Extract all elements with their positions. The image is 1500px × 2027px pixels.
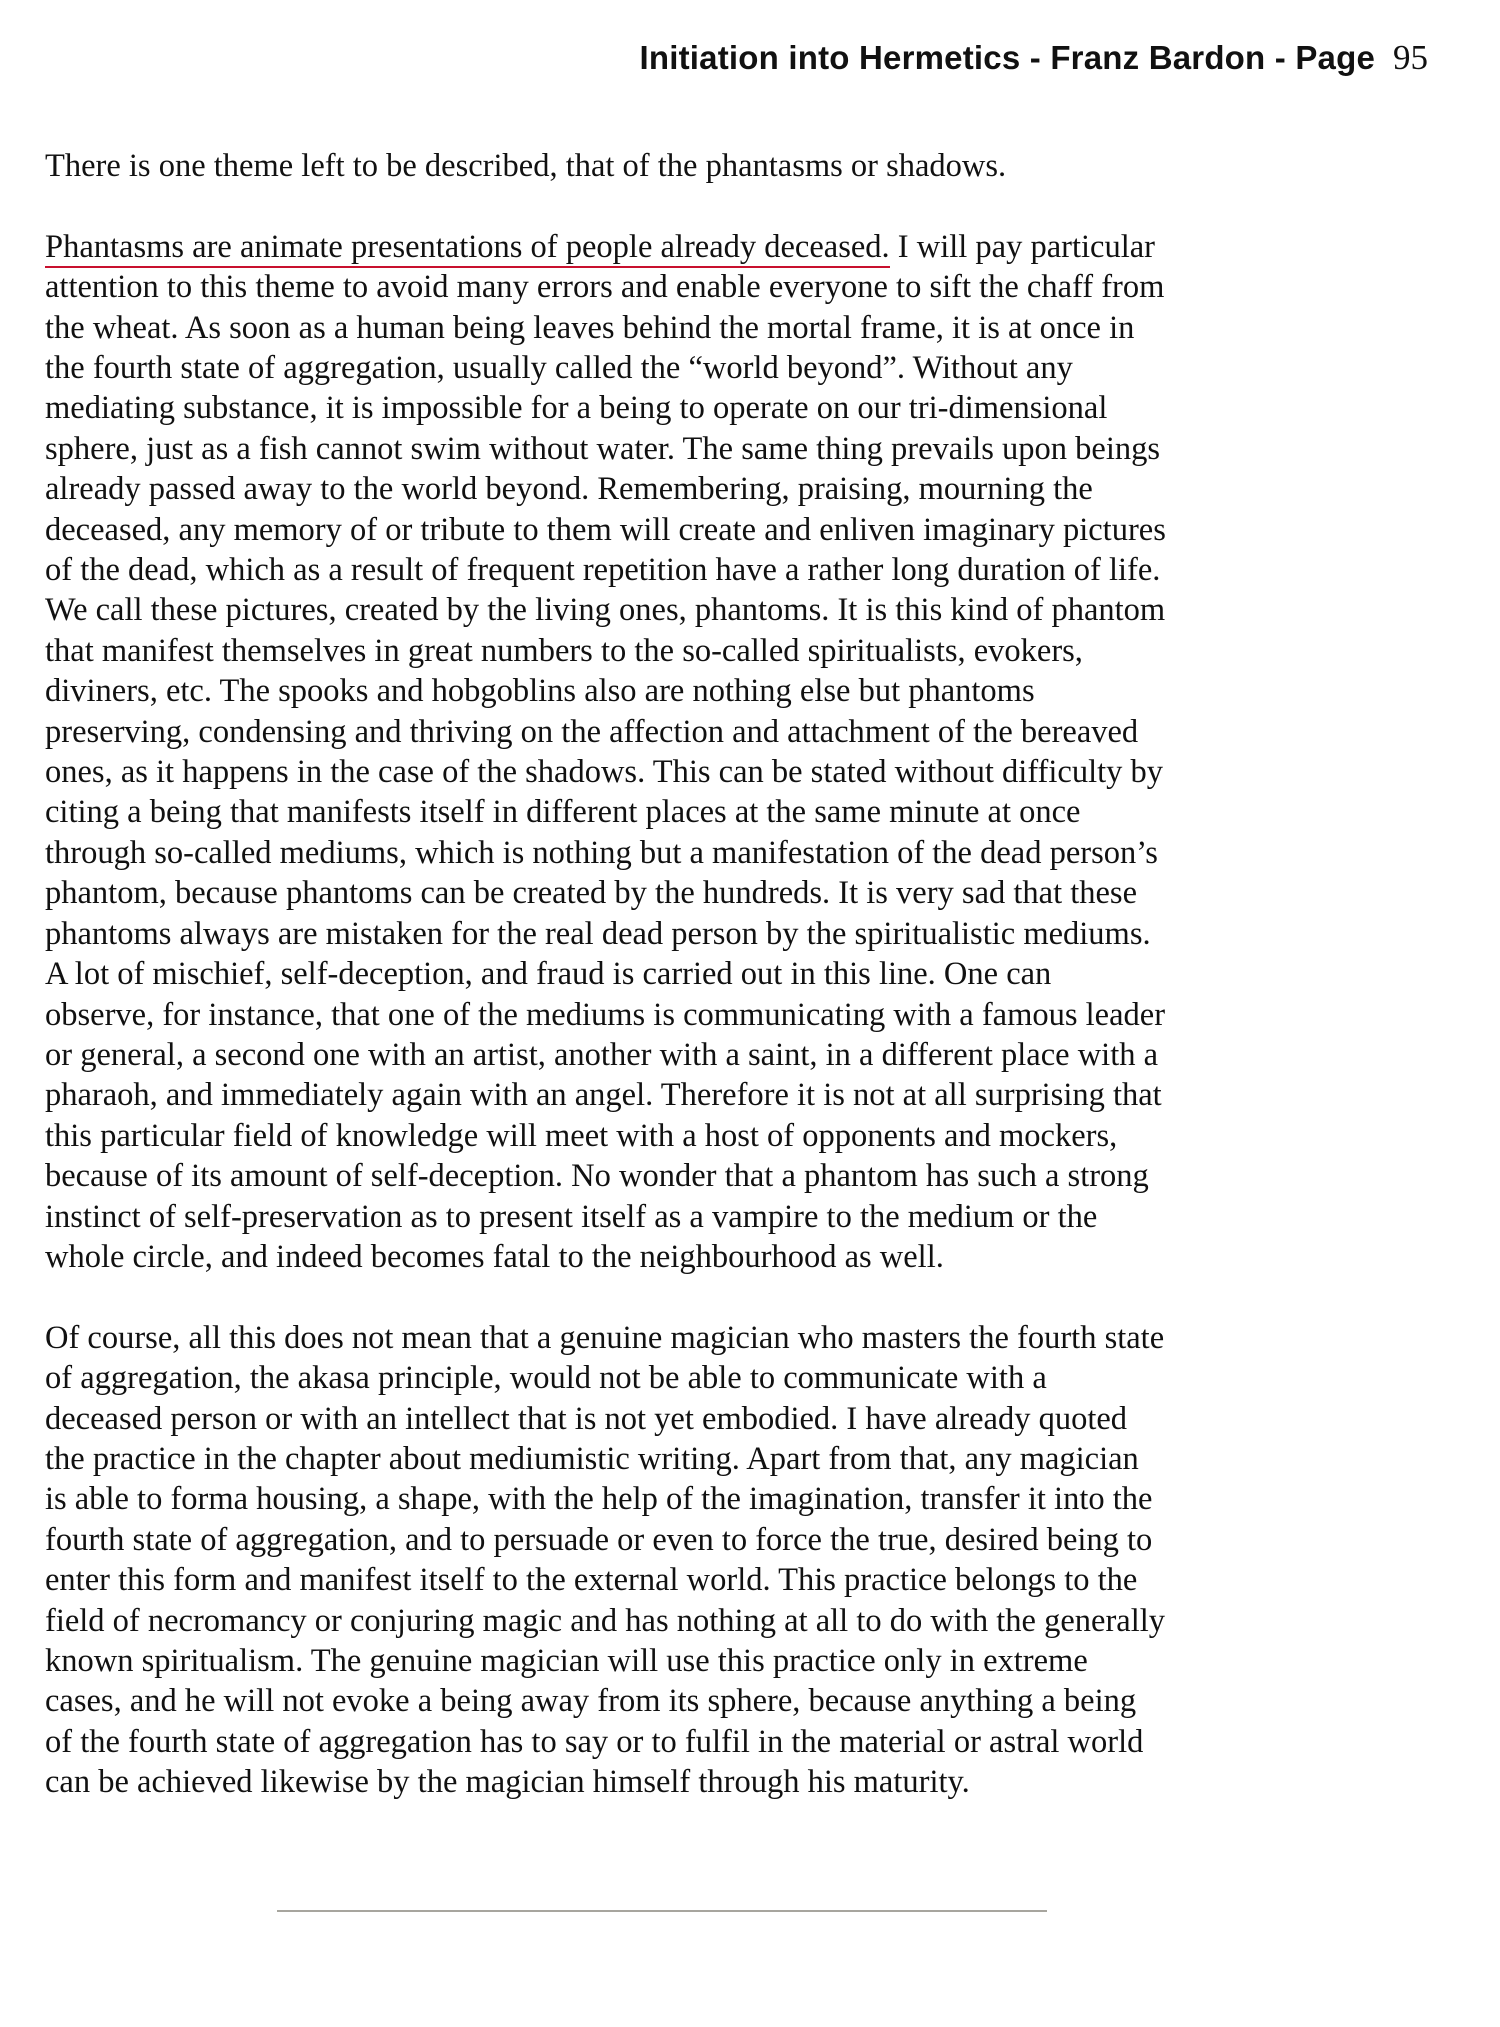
paragraph-gap [45, 186, 1305, 226]
text-line: attention to this theme to avoid many errors and enable everyone to sift the chaff from [45, 269, 1165, 306]
text-line: the fourth state of aggregation, usually called the “world beyond”. Without any [45, 350, 1073, 387]
text-line-rest: I will pay particular [889, 228, 1155, 265]
text-line: whole circle, and indeed becomes fatal to the neighbourhood as well. [45, 1238, 944, 1275]
page-number: 95 [1393, 38, 1428, 77]
text-line: instinct of self-preservation as to present itself as a vampire to the medium or the [45, 1198, 1098, 1235]
paragraph-3 [45, 1318, 1305, 1803]
text-line: or general, a second one with an artist, another with a saint, in a different place with a [45, 1036, 1159, 1073]
text-line: There is one theme left to be described, that of the phantasms or shadows. [45, 148, 1007, 184]
body-text [45, 146, 1305, 1803]
header-title: Initiation into Hermetics - Franz Bardon - Page [639, 39, 1375, 76]
text-line: citing a being that manifests itself in different places at the same minute at once [45, 794, 1081, 831]
text-line: deceased, any memory of or tribute to them will create and enliven imaginary pictures [45, 511, 1166, 548]
text-line: known spiritualism. The genuine magician will use this practice only in extreme [45, 1643, 1088, 1679]
text-line: sphere, just as a fish cannot swim without water. The same thing prevails upon beings [45, 430, 1161, 467]
text-line: that manifest themselves in great numbers to the so-called spiritualists, evokers, [45, 632, 1083, 669]
text-line: ones, as it happens in the case of the shadows. This can be stated without difficulty by [45, 754, 1164, 791]
text-line: observe, for instance, that one of the mediums is communicating with a famous leader [45, 996, 1166, 1033]
paragraph-gap [45, 1277, 1305, 1317]
text-line: of aggregation, the akasa principle, would not be able to communicate with a [45, 1360, 1047, 1397]
text-line: Of course, all this does not mean that a genuine magician who masters the fourth state [45, 1319, 1165, 1356]
text-line: because of its amount of self-deception. No wonder that a phantom has such a strong [45, 1158, 1149, 1195]
text-line: the wheat. As soon as a human being leaves behind the mortal frame, it is at once in [45, 309, 1135, 346]
text-line: A lot of mischief, self-deception, and fraud is carried out in this line. One can [45, 956, 1052, 993]
underlined-sentence: Phantasms are animate presentations of people already deceased. [45, 229, 890, 268]
text-line: can be achieved likewise by the magician himself through his maturity. [45, 1764, 970, 1801]
text-line: phantoms always are mistaken for the real dead person by the spiritualistic mediums. [45, 915, 1151, 952]
text-line: field of necromancy or conjuring magic and has nothing at all to do with the generally [45, 1602, 1166, 1639]
text-line: preserving, condensing and thriving on the affection and attachment of the bereaved [45, 713, 1139, 750]
text-line: is able to forma housing, a shape, with the help of the imagination, transfer it into the [45, 1481, 1153, 1518]
text-line: pharaoh, and immediately again with an angel. Therefore it is not at all surprising that [45, 1077, 1162, 1114]
text-line: of the dead, which as a result of frequent repetition have a rather long duration of life. [45, 552, 1161, 589]
text-line: this particular field of knowledge will meet with a host of opponents and mockers, [45, 1117, 1118, 1154]
paragraph-2 [45, 227, 1305, 1278]
text-line: cases, and he will not evoke a being away from its sphere, because anything a being [45, 1683, 1137, 1720]
text-line: We call these pictures, created by the living ones, phantoms. It is this kind of phantom [45, 592, 1166, 629]
text-line: through so-called mediums, which is nothing but a manifestation of the dead person’s [45, 834, 1158, 871]
text-line: already passed away to the world beyond. Remembering, praising, mourning the [45, 471, 1093, 508]
paragraph-1 [45, 146, 1305, 186]
text-line: of the fourth state of aggregation has to say or to fulfil in the material or astral world [45, 1723, 1144, 1760]
text-line: phantom, because phantoms can be created by the hundreds. It is very sad that these [45, 875, 1138, 912]
text-line [45, 227, 1305, 267]
footer-divider [277, 1910, 1047, 1912]
text-line: enter this form and manifest itself to the external world. This practice belongs to the [45, 1562, 1138, 1599]
text-line: diviners, etc. The spooks and hobgoblins also are nothing else but phantoms [45, 673, 1035, 710]
text-line: mediating substance, it is impossible for a being to operate on our tri-dimensional [45, 390, 1108, 427]
text-line: deceased person or with an intellect that is not yet embodied. I have already quoted [45, 1400, 1128, 1437]
text-line: fourth state of aggregation, and to persuade or even to force the true, desired being to [45, 1521, 1153, 1558]
text-line: the practice in the chapter about mediumistic writing. Apart from that, any magician [45, 1440, 1139, 1477]
page-header [640, 38, 1428, 78]
